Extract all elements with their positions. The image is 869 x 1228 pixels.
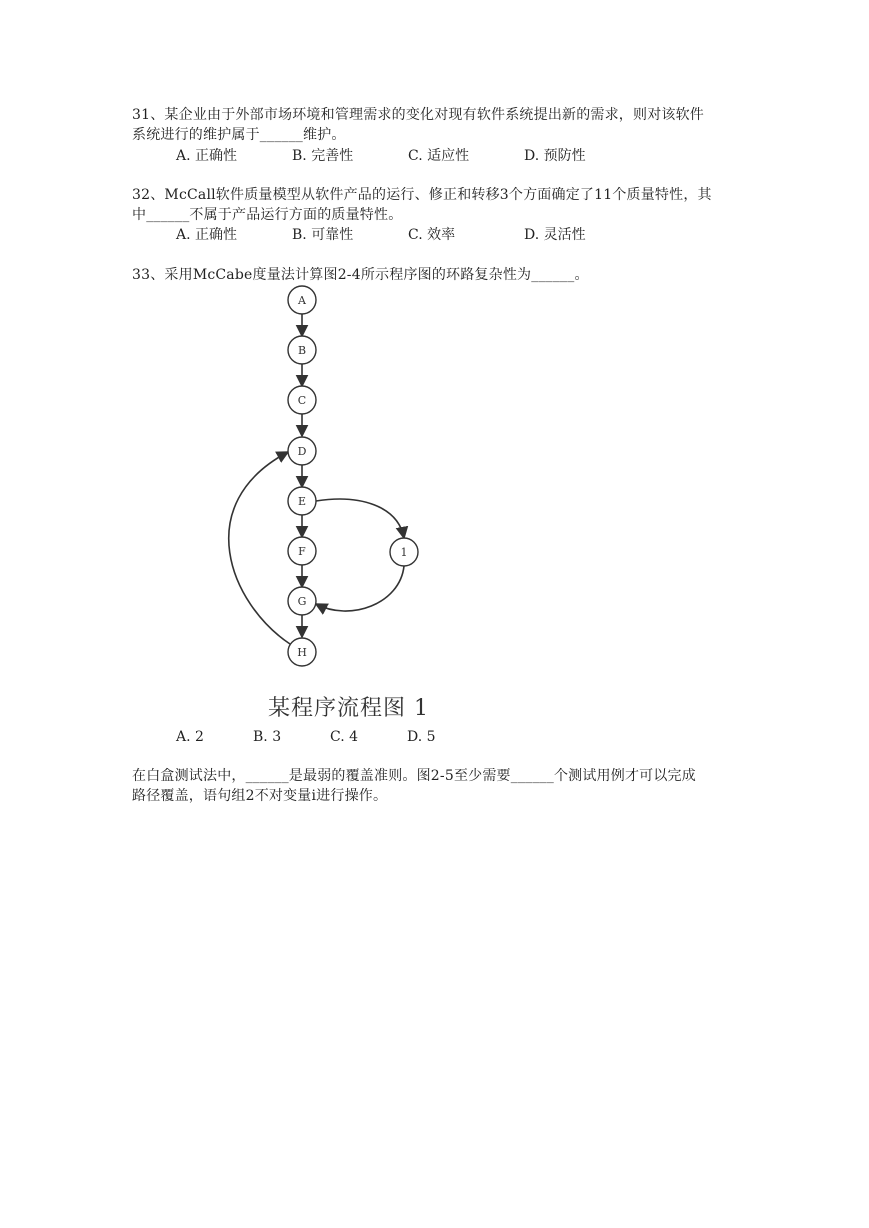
q34-text-line1: 在白盒测试法中，______是最弱的覆盖准则。图2-5至少需要______个测试用例才可以完成: [132, 768, 696, 784]
q33-text-line1: 33、采用McCabe度量法计算图2-4所示程序图的环路复杂性为______。: [132, 267, 589, 283]
q32-text-line1: 32、McCall软件质量模型从软件产品的运行、修正和转移3个方面确定了11个质量特性，其: [132, 187, 712, 203]
q32-option-b: B. 可靠性: [292, 227, 354, 243]
svg-text:G: G: [297, 595, 307, 608]
edge-e-1: [316, 499, 404, 538]
q32-option-a: A. 正确性: [176, 227, 238, 243]
q31-text-line1: 31、某企业由于外部市场环境和管理需求的变化对现有软件系统提出新的需求，则对该软件: [132, 107, 705, 123]
svg-text:H: H: [297, 646, 307, 659]
figure-caption: 某程序流程图 1: [268, 696, 429, 721]
node-g: [288, 587, 316, 615]
edge-1-g: [316, 566, 404, 611]
q32-option-c: C. 效率: [408, 227, 456, 243]
q31-text-line2: 系统进行的维护属于______维护。: [132, 127, 346, 143]
q32-text-line2: 中______不属于产品运行方面的质量特性。: [132, 207, 403, 223]
node-1: [390, 538, 418, 566]
svg-text:A: A: [298, 294, 306, 307]
node-f: [288, 537, 316, 565]
svg-text:E: E: [297, 495, 307, 508]
q31-option-d: D. 预防性: [524, 148, 586, 164]
q33-option-a: A. 2: [176, 729, 204, 745]
q32-options: [176, 225, 640, 245]
q31-option-a: A. 正确性: [176, 148, 238, 164]
q31-options: [176, 146, 640, 166]
svg-text:1: 1: [400, 546, 408, 559]
svg-text:C: C: [297, 394, 307, 407]
node-h: [288, 638, 316, 666]
q33-option-c: C. 4: [330, 729, 359, 745]
svg-text:F: F: [298, 545, 306, 558]
flowchart-figure: [200, 284, 440, 684]
node-d: [288, 437, 316, 465]
node-c: [288, 386, 316, 414]
svg-text:B: B: [297, 344, 307, 357]
q33-option-b: B. 3: [253, 729, 282, 745]
q31-option-c: C. 适应性: [408, 148, 470, 164]
node-b: [288, 336, 316, 364]
flowchart-svg: [200, 284, 440, 684]
q33-options: [176, 727, 484, 747]
node-a: [288, 286, 316, 314]
q34-text-line2: 路径覆盖，语句组2不对变量i进行操作。: [132, 788, 388, 804]
q32-option-d: D. 灵活性: [524, 227, 586, 243]
edge-h-d: [229, 452, 290, 644]
node-e: [288, 487, 316, 515]
q33-option-d: D. 5: [407, 729, 436, 745]
q31-option-b: B. 完善性: [292, 148, 354, 164]
svg-text:D: D: [297, 445, 307, 458]
